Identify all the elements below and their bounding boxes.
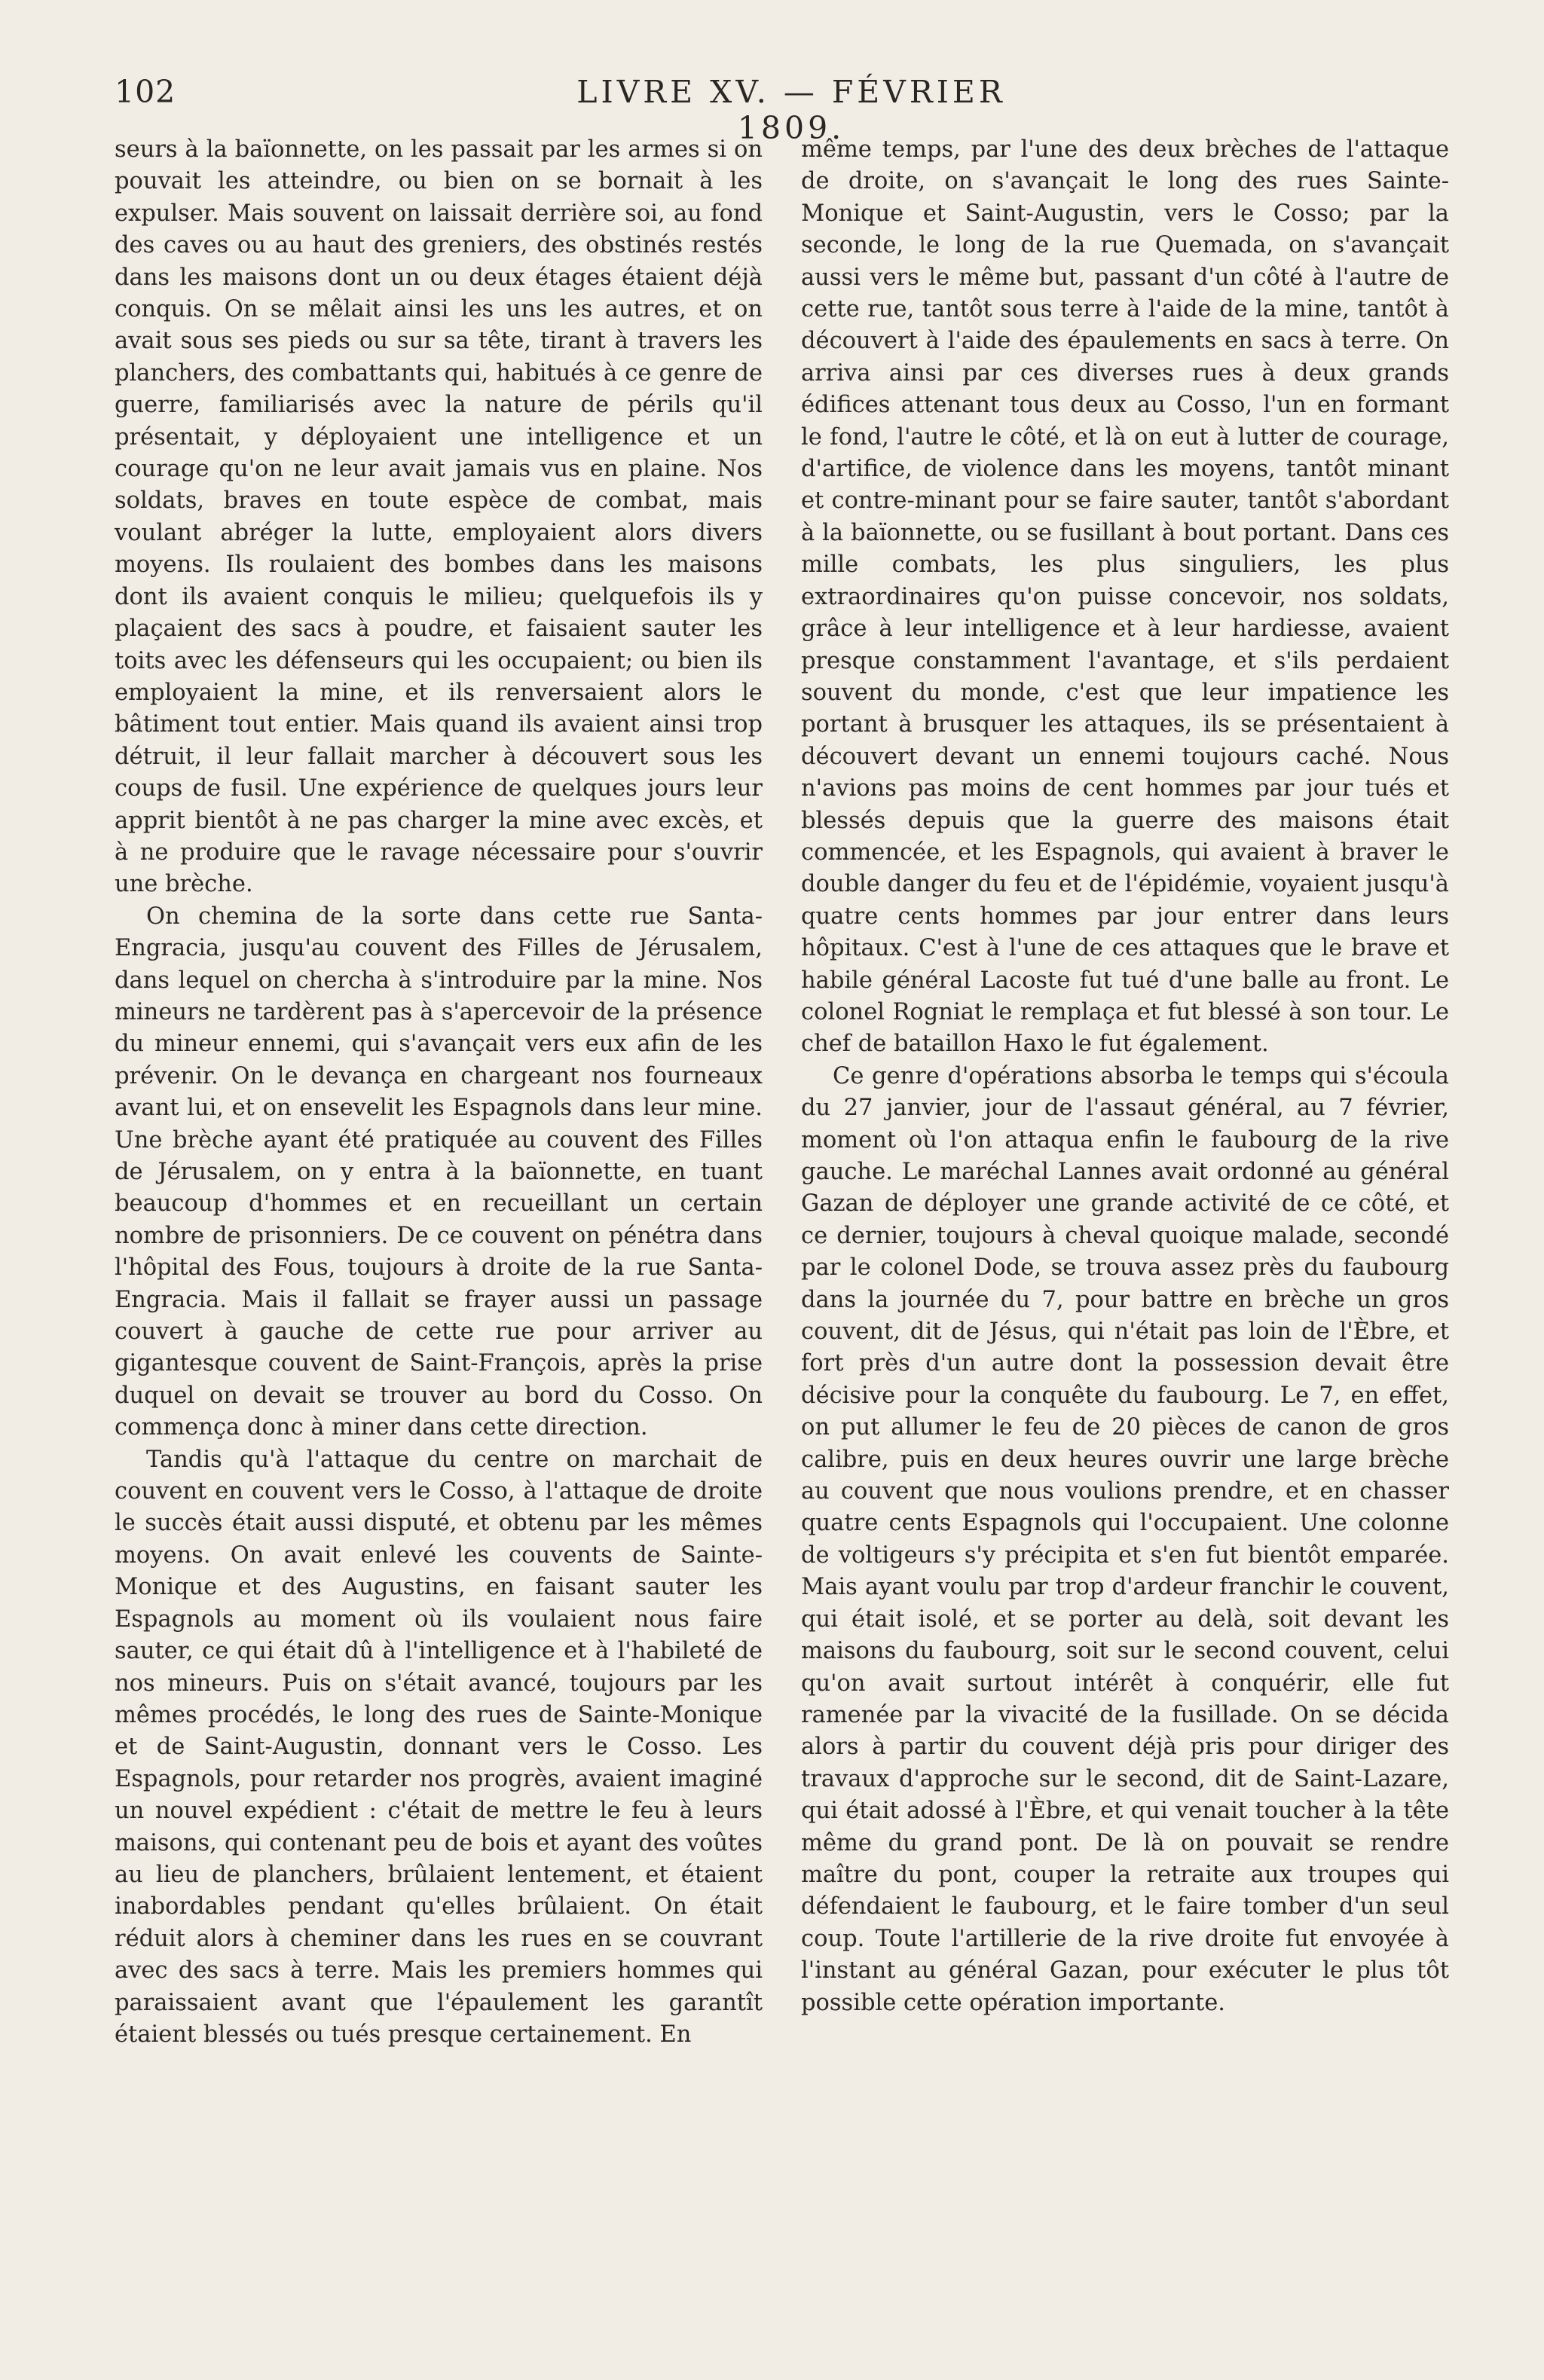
paragraph: Ce genre d'opérations absorba le temps qui s'écoula du 27 janvier, jour de l'assaut général, au 7 février, moment où l'on attaqua enfin le faubourg de la rive gauche. Le maréchal Lannes avait ordonné au général Gazan de déployer une grande activité de ce côté, et ce dernier, toujours à cheval quoique malade, secondé par le colonel Dode, se trouva assez près du faubourg dans la journée du 7, pour battre en brèche un gros couvent, dit de Jésus, qui n'était pas loin de l'Èbre, et fort près d'un autre dont la possession devait être décisive pour la conquête du faubourg. Le 7, en effet, on put allumer le feu de 20 pièces de canon de gros calibre, puis en deux heures ouvrir une large brèche au couvent que nous voulions prendre, et en chasser quatre cents Espagnols qui l'occupaient. Une colonne de voltigeurs s'y précipita et s'en fut bientôt emparée. Mais ayant voulu par trop d'ardeur franchir le couvent, qui était isolé, et se porter au delà, soit devant les maisons du faubourg, soit sur le second couvent, celui qu'on avait surtout intérêt à conquérir, elle fut ramenée par la vivacité de la fusillade. On se décida alors à partir du couvent déjà pris pour diriger des travaux d'approche sur le second, dit de Saint-Lazare, qui était adossé à l'Èbre, et qui venait toucher à la tête même du grand pont. De là on pouvait se rendre maître du pont, couper la retraite aux troupes qui défendaient le faubourg, et le faire tomber d'un seul coup. Toute l'artillerie de la rive droite fut envoyée à l'instant au général Gazan, pour exécuter le plus tôt possible cette opération importante. (801, 1062, 1449, 2016)
paragraph: Tandis qu'à l'attaque du centre on marchait de couvent en couvent vers le Cosso, à l'attaque de droite le succès était aussi disputé, et obtenu par les mêmes moyens. On avait enlevé les couvents de Sainte-Monique et des Augustins, en faisant sauter les Espagnols au moment où ils voulaient nous faire sauter, ce qui était dû à l'intelligence et à l'habileté de nos mineurs. Puis on s'était avancé, toujours par les mêmes procédés, le long des rues de Sainte-Monique et de Saint-Augustin, donnant vers le Cosso. Les Espagnols, pour retarder nos progrès, avaient imaginé un nouvel expédient : c'était de mettre le feu à leurs maisons, qui contenant peu de bois et ayant des voûtes au lieu de planchers, brûlaient lentement, et étaient inabordables pendant qu'elles brûlaient. On était réduit alors à cheminer dans les rues en se couvrant avec des sacs à terre. Mais les premiers hommes qui paraissaient avant que l'épaulement les garantît étaient blessés ou tués presque certainement. En (115, 1446, 763, 2048)
running-title: LIVRE XV. — FÉVRIER 1809. (576, 74, 1006, 146)
paragraph: On chemina de la sorte dans cette rue Santa-Engracia, jusqu'au couvent des Filles de Jérusalem, dans lequel on chercha à s'introduire par la mine. Nos mineurs ne tardèrent pas à s'apercevoir de la présence du mineur ennemi, qui s'avançait vers eux afin de les prévenir. On le devança en chargeant nos fourneaux avant lui, et on ensevelit les Espagnols dans leur mine. Une brèche ayant été pratiquée au couvent des Filles de Jérusalem, on y entra à la baïonnette, en tuant beaucoup d'hommes et en recueillant un certain nombre de prisonniers. De ce couvent on pénétra dans l'hôpital des Fous, toujours à droite de la rue Santa-Engracia. Mais il fallait se frayer aussi un passage couvert à gauche de cette rue pour arriver au gigantesque couvent de Saint-François, après la prise duquel on devait se trouver au bord du Cosso. On commença donc à miner dans cette direction. (115, 903, 763, 1441)
page-header (0, 74, 1544, 146)
left-column (115, 134, 763, 2051)
paragraph: seurs à la baïonnette, on les passait par les armes si on pouvait les atteindre, ou bien on se bornait à les expulser. Mais souvent on laissait derrière soi, au fond des caves ou au haut des greniers, des obstinés restés dans les maisons dont un ou deux étages étaient déjà conquis. On se mêlait ainsi les uns les autres, et on avait sous ses pieds ou sur sa tête, tirant à travers les planchers, des combattants qui, habitués à ce genre de guerre, familiarisés avec la nature de périls qu'il présentait, y déployaient une intelligence et un courage qu'on ne leur avait jamais vus en plaine. Nos soldats, braves en toute espèce de combat, mais voulant abréger la lutte, employaient alors divers moyens. Ils roulaient des bombes dans les maisons dont ils avaient conquis le milieu; quelquefois ils y plaçaient des sacs à poudre, et faisaient sauter les toits avec les défenseurs qui les occupaient; ou bien ils employaient la mine, et ils renversaient alors le bâtiment tout entier. Mais quand ils avaient ainsi trop détruit, il leur fallait marcher à découvert sous les coups de fusil. Une expérience de quelques jours leur apprit bientôt à ne pas charger la mine avec excès, et à ne produire que le ravage nécessaire pour s'ouvrir une brèche. (115, 136, 763, 898)
right-column (801, 134, 1449, 2019)
paragraph: même temps, par l'une des deux brèches de l'attaque de droite, on s'avançait le long des rues Sainte-Monique et Saint-Augustin, vers le Cosso; par la seconde, le long de la rue Quemada, on s'avançait aussi vers le même but, passant d'un côté à l'autre de cette rue, tantôt sous terre à l'aide de la mine, tantôt à découvert à l'aide des épaulements en sacs à terre. On arriva ainsi par ces diverses rues à deux grands édifices attenant tous deux au Cosso, l'un en formant le fond, l'autre le côté, et là on eut à lutter de courage, d'artifice, de violence dans les moyens, tantôt minant et contre-minant pour se faire sauter, tantôt s'abordant à la baïonnette, ou se fusillant à bout portant. Dans ces mille combats, les plus singuliers, les plus extraordinaires qu'on puisse concevoir, nos soldats, grâce à leur intelligence et à leur hardiesse, avaient presque constamment l'avantage, et s'ils perdaient souvent du monde, c'est que leur impatience les portant à brusquer les attaques, ils se présentaient à découvert devant un ennemi toujours caché. Nous n'avions pas moins de cent hommes par jour tués et blessés depuis que la guerre des maisons était commencée, et les Espagnols, qui avaient à braver le double danger du feu et de l'épidémie, voyaient jusqu'à quatre cents hommes par jour entrer dans leurs hôpitaux. C'est à l'une de ces attaques que le brave et habile général Lacoste fut tué d'une balle au front. Le colonel Rogniat le remplaça et fut blessé à son tour. Le chef de bataillon Haxo le fut également. (801, 136, 1449, 1058)
page-number: 102 (115, 74, 176, 110)
